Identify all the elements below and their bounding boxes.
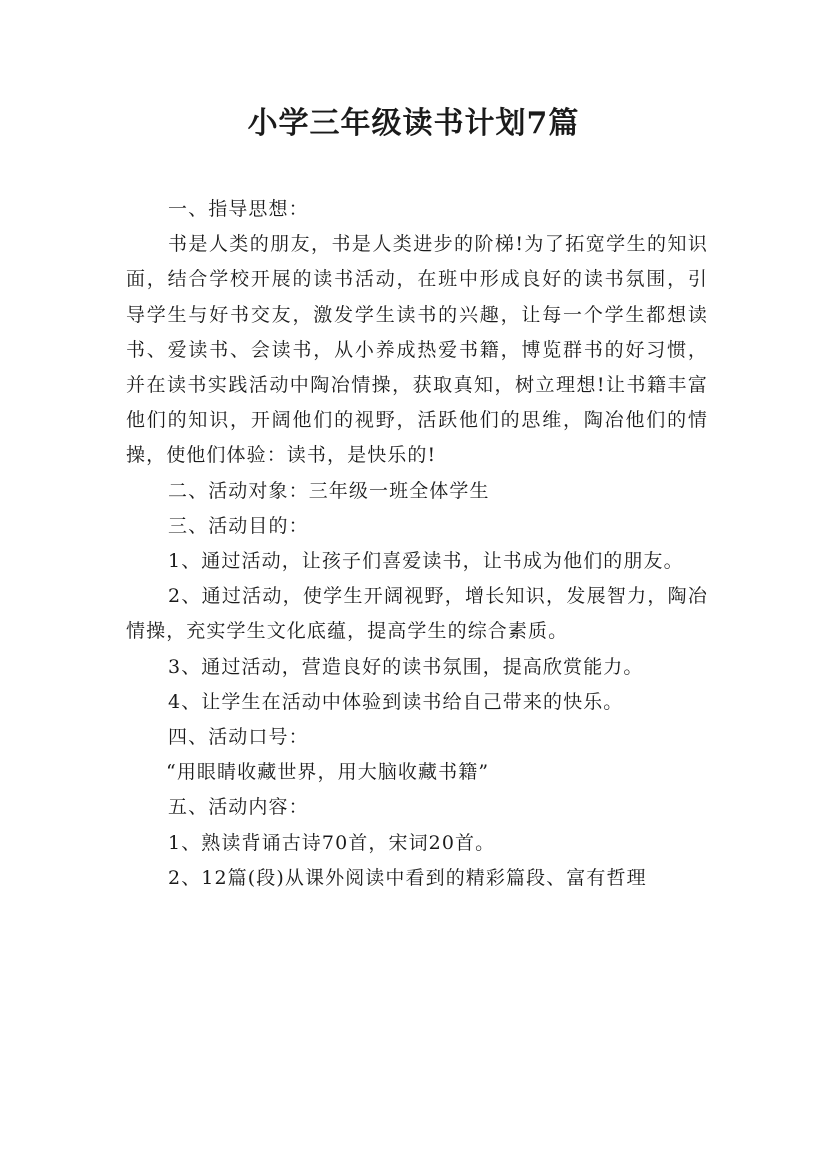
section-heading-content: 五、活动内容： (168, 796, 309, 819)
section-heading-slogan: 四、活动口号： (168, 726, 309, 749)
document-body (126, 192, 708, 896)
section-heading-target: 二、活动对象：三年级一班全体学生 (168, 479, 490, 502)
paragraph-guiding-ideas: 书是人类的朋友，书是人类进步的阶梯!为了拓宽学生的知识面，结合学校开展的读书活动，在班中形成良好的读书氛围，引导学生与好书交友，激发学生读书的兴趣，让每一个学生都想读书、爱读书、会读书，从小养成热爱书籍，博览群书的好习惯，并在读书实践活动中陶冶情操，获取真知，树立理想!让书籍丰富他们的知识，开阔他们的视野，活跃他们的思维，陶冶他们的情操，使他们体验：读书，是快乐的! (126, 233, 708, 467)
list-item-purpose-1: 1、通过活动，让孩子们喜爱读书，让书成为他们的朋友。 (168, 550, 684, 573)
section-heading-guiding-ideas: 一、指导思想： (168, 198, 309, 220)
document-title: 小学三年级读书计划7篇 (247, 106, 580, 141)
list-item-purpose-2: 2、通过活动，使学生开阔视野，增长知识，发展智力，陶冶情操，充实学生文化底蕴，提高学生的综合素质。 (126, 585, 708, 643)
section-heading-purpose: 三、活动目的： (168, 514, 309, 537)
slogan-text: “用眼睛收藏世界，用大脑收藏书籍” (166, 761, 490, 784)
list-item-content-1: 1、熟读背诵古诗70首，宋词20首。 (168, 831, 496, 854)
list-item-purpose-4: 4、让学生在活动中体验到读书给自己带来的快乐。 (168, 690, 624, 713)
list-item-content-2: 2、12篇(段)从课外阅读中看到的精彩篇段、富有哲理 (168, 866, 647, 889)
list-item-purpose-3: 3、通过活动，营造良好的读书氛围，提高欣赏能力。 (168, 655, 644, 678)
